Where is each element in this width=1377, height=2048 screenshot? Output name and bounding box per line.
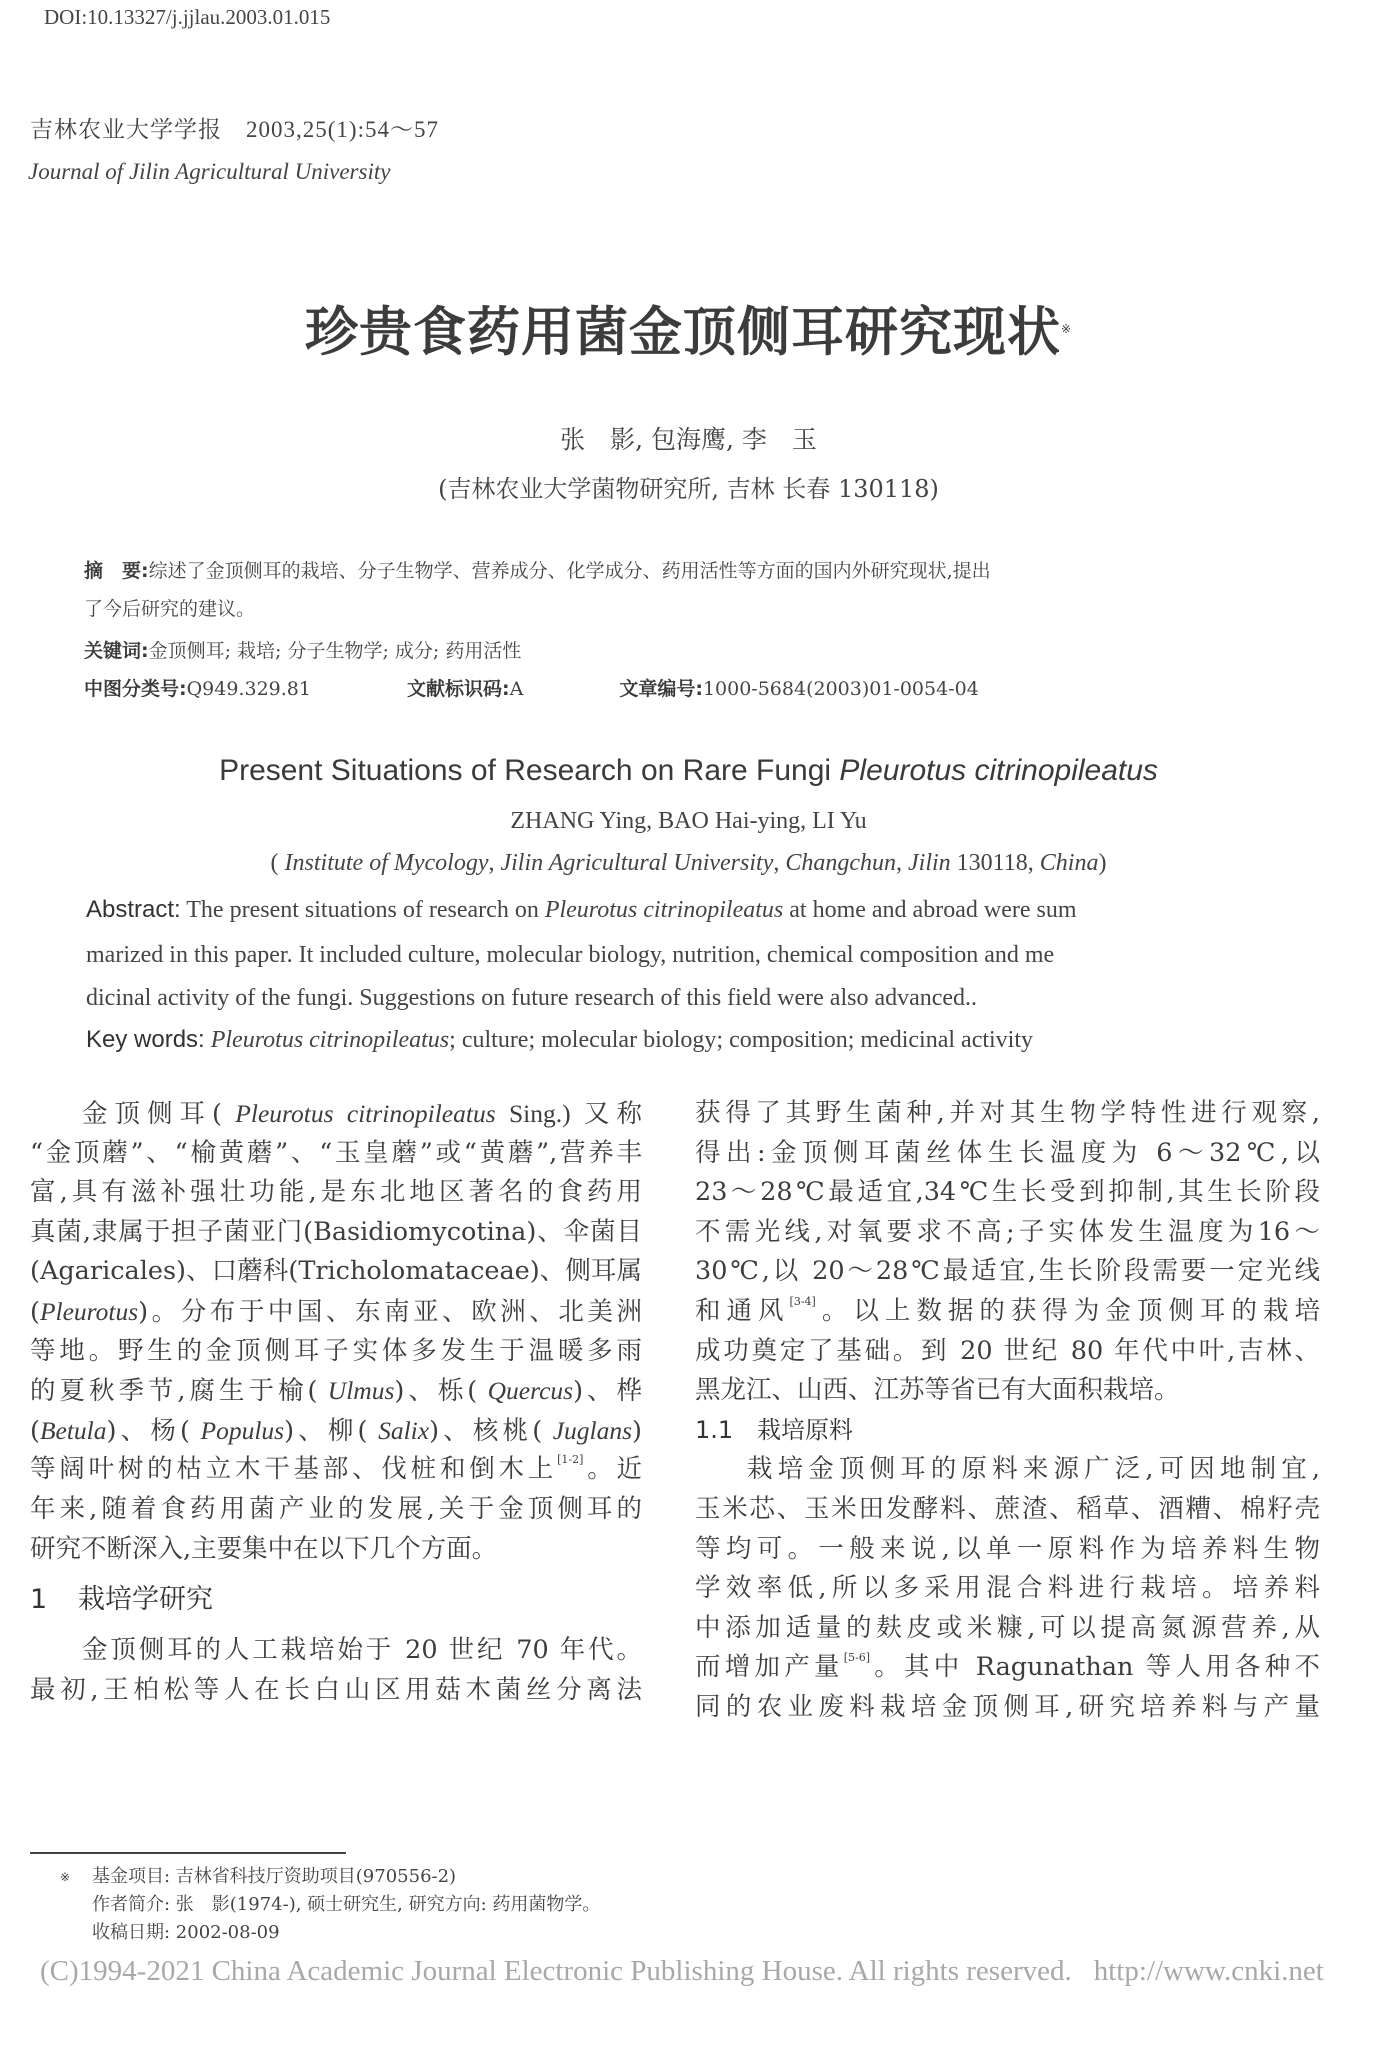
affil-part: ) xyxy=(1098,850,1107,876)
affil-part: 130118, xyxy=(950,850,1040,876)
affil-part: Jilin xyxy=(908,850,951,876)
abstract-en-line2: marized in this paper. It included culture, molecular biology, nutrition, chemical composition and me xyxy=(86,942,1055,968)
section-number: 1 xyxy=(30,1584,48,1616)
body-line: 不需光线,对氧要求不高;子实体发生温度为16～ xyxy=(695,1216,1320,1247)
english-affiliation xyxy=(0,848,1377,878)
body-text: )、杨( xyxy=(106,1415,190,1446)
affil-part: , xyxy=(488,850,501,876)
body-species: Quercus xyxy=(477,1376,574,1406)
keywords-en xyxy=(86,1024,1033,1056)
body-line: 研究不断深入,主要集中在以下几个方面。 xyxy=(30,1533,498,1564)
body-line xyxy=(695,1648,1320,1688)
footnote-fund xyxy=(60,1866,456,1888)
body-line: 中添加适量的麸皮或米糠,可以提高氮源营养,从 xyxy=(695,1612,1320,1643)
body-line: 成功奠定了基础。到 20 世纪 80 年代中叶,吉林、 xyxy=(695,1335,1320,1366)
body-line: 年来,随着食药用菌产业的发展,关于金顶侧耳的 xyxy=(30,1493,642,1524)
body-text: ( xyxy=(30,1296,40,1327)
body-line xyxy=(30,1292,642,1332)
footnote-fund-text: 基金项目: 吉林省科技厅资助项目(970556-2) xyxy=(92,1866,457,1887)
copyright-watermark xyxy=(40,1954,1324,1988)
classification-line xyxy=(84,676,979,702)
body-line xyxy=(30,1450,642,1490)
body-text: 。近 xyxy=(583,1454,642,1485)
body-line: 金顶侧耳的人工栽培始于 20 世纪 70 年代。 xyxy=(82,1635,642,1666)
section-heading-1-1 xyxy=(695,1411,1320,1451)
article-no-label: 文章编号: xyxy=(619,678,703,700)
body-line: “金顶蘑”、“榆黄蘑”、“玉皇蘑”或“黄蘑”,营养丰 xyxy=(30,1137,642,1168)
body-column-right xyxy=(695,1094,1320,1728)
body-line: 30℃,以 20～28℃最适宜,生长阶段需要一定光线 xyxy=(695,1256,1320,1287)
doc-code-label: 文献标识码: xyxy=(406,678,510,700)
abstract-cn-line1 xyxy=(84,558,991,584)
body-line: 等地。野生的金顶侧耳子实体多发生于温暖多雨 xyxy=(30,1335,642,1366)
citation: [5-6] xyxy=(843,1651,870,1665)
affil-part: Jilin Agricultural University xyxy=(500,850,774,876)
body-line xyxy=(30,1371,642,1411)
body-line: 玉米芯、玉米田发酵料、蔗渣、稻草、酒糟、棉籽壳 xyxy=(695,1493,1320,1524)
body-species: Pleurotus citrinopileatus xyxy=(221,1099,496,1128)
section-title: 栽培原料 xyxy=(757,1415,853,1444)
body-text: Sing.) 又称 xyxy=(495,1099,642,1128)
body-species: Pleurotus xyxy=(39,1296,139,1326)
affil-part: , xyxy=(773,850,786,876)
body-line: 同的农业废料栽培金顶侧耳,研究培养料与产量 xyxy=(695,1691,1320,1722)
section-number: 1.1 xyxy=(695,1415,734,1444)
doc-code-value: A xyxy=(509,678,524,700)
body-text: )、核桃( xyxy=(429,1415,543,1446)
footnote-divider xyxy=(30,1852,346,1854)
keywords-cn xyxy=(84,638,521,664)
body-line: 栽培金顶侧耳的原料来源广泛,可因地制宜, xyxy=(747,1454,1320,1485)
footnote-author-bio: 作者简介: 张 影(1974-), 硕士研究生, 研究方向: 药用菌物学。 xyxy=(92,1894,601,1915)
body-line: 真菌,隶属于担子菌亚门(Basidiomycotina)、伞菌目 xyxy=(30,1216,642,1247)
body-species: Populus xyxy=(189,1415,285,1445)
body-column-left xyxy=(30,1094,642,1710)
footnote-mark: ※ xyxy=(1060,322,1073,336)
keywords-en-label: Key words: xyxy=(86,1026,205,1053)
affil-part: , xyxy=(896,850,909,876)
body-text: )、栎( xyxy=(394,1376,478,1407)
keywords-en-text: ; culture; molecular biology; composition; medicinal activity xyxy=(449,1027,1034,1053)
abstract-en-line1 xyxy=(86,894,1077,926)
english-title-text: Present Situations of Research on Rare Fungi xyxy=(219,754,840,787)
body-line xyxy=(30,1094,642,1134)
copyright-url[interactable]: http://www.cnki.net xyxy=(1093,1955,1324,1987)
body-species: Salix xyxy=(367,1415,430,1445)
body-text: 的夏秋季节,腐生于榆( xyxy=(30,1376,318,1407)
body-species: Ulmus xyxy=(317,1376,395,1406)
body-text: 。以上数据的获得为金顶侧耳的栽培 xyxy=(815,1295,1320,1326)
clc-label: 中图分类号: xyxy=(84,678,187,700)
body-line xyxy=(30,1411,642,1451)
body-text: ( xyxy=(30,1415,40,1446)
body-line xyxy=(695,1292,1320,1332)
affil-part: ( xyxy=(270,850,285,876)
body-text: ) xyxy=(632,1415,642,1446)
section-heading-1 xyxy=(30,1569,642,1631)
affil-part: Changchun xyxy=(785,850,897,876)
body-text: 。其中 Ragunathan 等人用各种不 xyxy=(870,1652,1320,1683)
body-text: 而增加产量 xyxy=(695,1652,844,1683)
body-text: )、桦 xyxy=(573,1376,643,1407)
body-text: 等阔叶树的枯立木干基部、伐桩和倒木上 xyxy=(30,1454,558,1485)
section-title: 栽培学研究 xyxy=(78,1584,213,1616)
keywords-cn-label: 关键词: xyxy=(84,640,149,662)
english-title-species: Pleurotus citrinopileatus xyxy=(839,754,1158,787)
authors-cn: 张 影, 包海鹰, 李 玉 xyxy=(560,425,817,454)
abstract-en-species: Pleurotus citrinopileatus xyxy=(544,897,784,923)
affil-part: Institute of Mycology xyxy=(284,850,489,876)
body-line: 最初,王柏松等人在长白山区用菇木菌丝分离法 xyxy=(30,1674,642,1705)
abstract-en-label: Abstract: xyxy=(86,896,181,923)
affiliation-cn: (吉林农业大学菌物研究所, 吉林 长春 130118) xyxy=(438,475,939,503)
english-authors: ZHANG Ying, BAO Hai-ying, LI Yu xyxy=(510,808,867,834)
citation: [3-4] xyxy=(789,1294,816,1308)
citation: [1-2] xyxy=(557,1453,584,1467)
journal-name-en: Journal of Jilin Agricultural University xyxy=(28,159,391,184)
copyright-text: (C)1994-2021 China Academic Journal Electronic Publishing House. All rights reserved. xyxy=(40,1955,1072,1987)
body-species: Juglans xyxy=(542,1415,633,1445)
abstract-cn-text1: 综述了金顶侧耳的栽培、分子生物学、营养成分、化学成分、药用活性等方面的国内外研究现状,提出 xyxy=(148,560,991,582)
keywords-en-species: Pleurotus citrinopileatus xyxy=(204,1027,450,1053)
abstract-en-text: at home and abroad were sum xyxy=(783,897,1077,923)
body-line: 得出:金顶侧耳菌丝体生长温度为 6～32℃,以 xyxy=(695,1137,1320,1168)
abstract-cn-line2: 了今后研究的建议。 xyxy=(84,598,256,620)
body-line: (Agaricales)、口蘑科(Tricholomataceae)、侧耳属 xyxy=(30,1256,642,1287)
body-line: 学效率低,所以多采用混合料进行栽培。培养料 xyxy=(695,1573,1320,1604)
body-line: 富,具有滋补强壮功能,是东北地区著名的食药用 xyxy=(30,1177,642,1208)
footnote-received: 收稿日期: 2002-08-09 xyxy=(92,1922,280,1943)
body-text: )、柳( xyxy=(284,1415,368,1446)
body-line: 23～28℃最适宜,34℃生长受到抑制,其生长阶段 xyxy=(695,1177,1320,1208)
doi-line: DOI:10.13327/j.jjlau.2003.01.015 xyxy=(44,5,331,29)
footnote-mark: ※ xyxy=(60,1870,71,1884)
article-no-value: 1000-5684(2003)01-0054-04 xyxy=(702,678,979,700)
paper-title xyxy=(0,300,1377,366)
journal-header-cn: 吉林农业大学学报 2003,25(1):54～57 xyxy=(30,117,439,142)
abstract-cn-label: 摘 要: xyxy=(84,560,149,582)
body-line: 等均可。一般来说,以单一原料作为培养料生物 xyxy=(695,1533,1320,1564)
keywords-cn-text: 金顶侧耳; 栽培; 分子生物学; 成分; 药用活性 xyxy=(148,640,522,662)
paper-title-text: 珍贵食药用菌金顶侧耳研究现状 xyxy=(304,302,1061,363)
body-text: 金顶侧耳( xyxy=(82,1099,222,1129)
body-line: 黑龙江、山西、江苏等省已有大面积栽培。 xyxy=(695,1375,1180,1406)
english-title xyxy=(0,752,1377,790)
body-line: 获得了其野生菌种,并对其生物学特性进行观察, xyxy=(695,1098,1320,1128)
body-text: )。分布于中国、东南亚、欧洲、北美洲 xyxy=(138,1296,642,1327)
clc-value: Q949.329.81 xyxy=(186,678,311,700)
affil-part: China xyxy=(1039,850,1099,876)
abstract-en-line3: dicinal activity of the fungi. Suggestions on future research of this field were also advanced.. xyxy=(86,985,978,1011)
abstract-en-text: The present situations of research on xyxy=(180,897,545,923)
body-species: Betula xyxy=(39,1415,107,1445)
body-text: 和通风 xyxy=(695,1295,790,1326)
